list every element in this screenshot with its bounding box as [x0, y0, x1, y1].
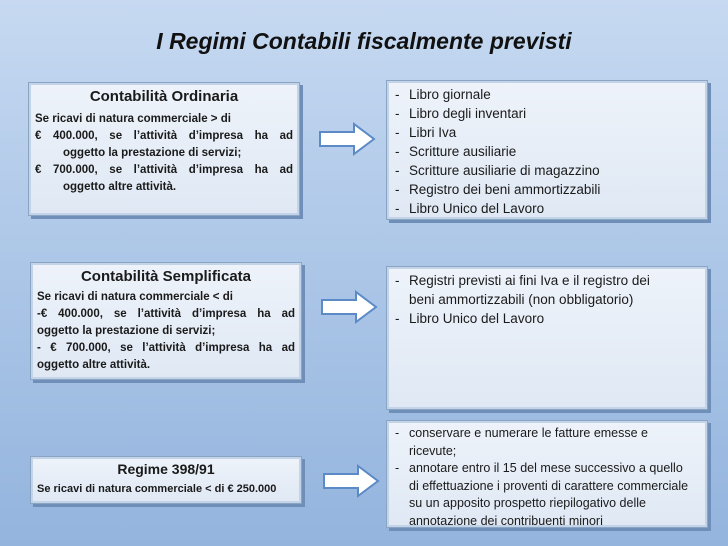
ordinaria-line-5: oggetto altre attività. [63, 181, 177, 193]
ordinaria-line-4: € 700.000, se l’attività d’impresa ha ad [35, 164, 293, 176]
semplificata-line-1: Se ricavi di natura commerciale < di [37, 291, 233, 303]
list-item: - Scritture ausiliarie di magazzino [395, 163, 600, 178]
regime-398-obligations-box [386, 420, 708, 528]
list-item: - Libro Unico del Lavoro [395, 201, 545, 216]
semplificata-line-3: oggetto la prestazione di servizi; [37, 325, 216, 337]
semplificata-line-5: oggetto altre attività. [37, 359, 151, 371]
regime-398-box [30, 456, 302, 504]
arrow-right-icon [322, 464, 380, 498]
semplificata-box [30, 262, 302, 380]
ordinaria-heading: Contabilità Ordinaria [89, 88, 239, 105]
list-item: - Libri Iva [395, 125, 457, 140]
list-item: - annotare entro il 15 del mese successivo a quello [395, 461, 683, 475]
semplificata-books-box [386, 266, 708, 410]
list-item-continuation: di effettuazione i proventi di carattere commerciale [409, 478, 689, 493]
regime-398-heading: Regime 398/91 [117, 461, 215, 477]
regime-398-line-1: Se ricavi di natura commerciale < di € 250.000 [37, 483, 277, 495]
list-item: - conservare e numerare le fatture emesse e [395, 426, 649, 440]
list-item-continuation: annotazione dei contribuenti minori [409, 513, 603, 528]
list-item: - Libro Unico del Lavoro [395, 311, 545, 326]
list-item-continuation: beni ammortizzabili (non obbligatorio) [409, 292, 634, 307]
list-item: - Registri previsti ai fini Iva e il registro dei [395, 273, 650, 288]
ordinaria-box [28, 82, 300, 216]
semplificata-line-2: -€ 400.000, se l’attività d’impresa ha ad [37, 308, 295, 320]
ordinaria-line-3: oggetto la prestazione di servizi; [63, 147, 242, 159]
list-item-continuation: ricevute; [409, 443, 457, 458]
page-title: I Regimi Contabili fiscalmente previsti [156, 28, 572, 54]
ordinaria-line-2: € 400.000, se l’attività d’impresa ha ad [35, 130, 293, 142]
ordinaria-line-1: Se ricavi di natura commerciale > di [35, 113, 231, 125]
list-item: - Libro degli inventari [395, 106, 527, 121]
list-item: - Libro giornale [395, 87, 491, 102]
arrow-right-icon [320, 290, 378, 324]
ordinaria-books-box [386, 80, 708, 220]
list-item: - Registro dei beni ammortizzabili [395, 182, 601, 197]
semplificata-heading: Contabilità Semplificata [80, 268, 252, 285]
semplificata-line-4: - € 700.000, se l’attività d’impresa ha ad [37, 342, 295, 354]
list-item: - Scritture ausiliarie [395, 144, 517, 159]
arrow-right-icon [318, 122, 376, 156]
list-item-continuation: su un apposito prospetto riepilogativo delle [409, 496, 646, 510]
